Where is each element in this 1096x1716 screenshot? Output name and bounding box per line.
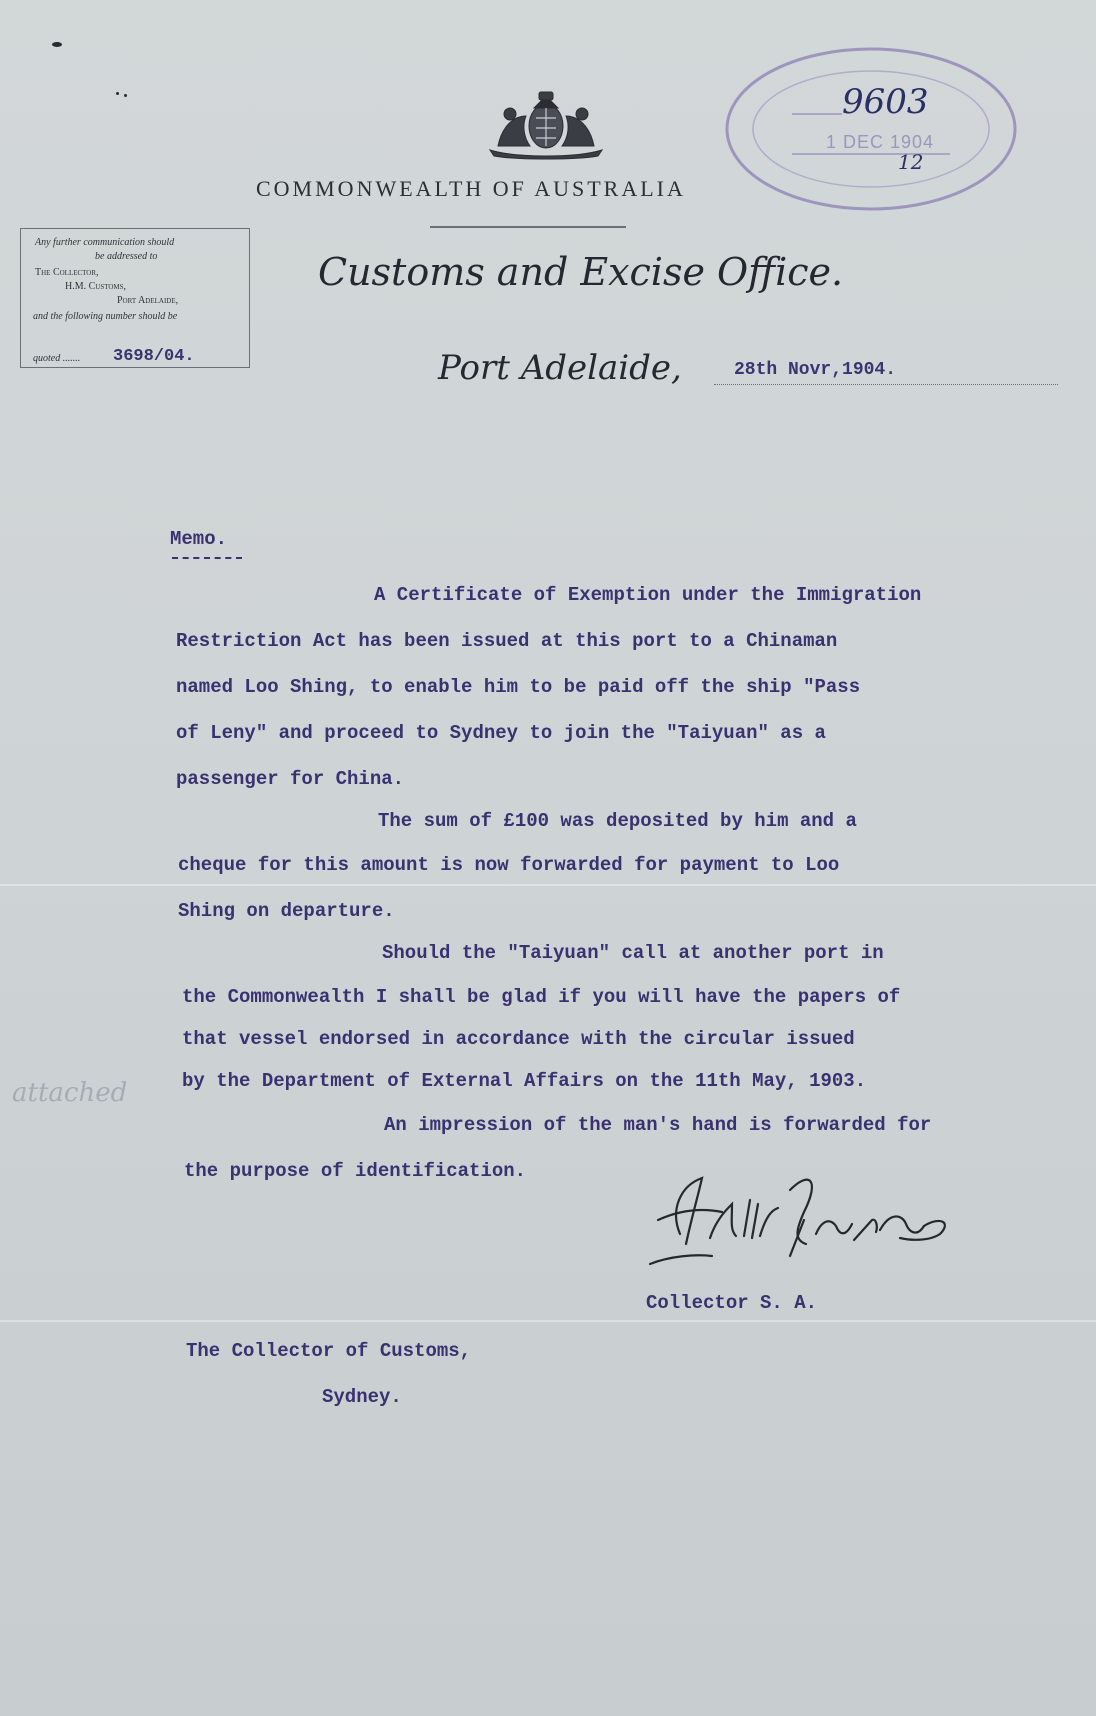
received-stamp <box>722 44 1020 214</box>
office-place: Port Adelaide, <box>438 348 682 388</box>
reference-address: H.M. Customs, <box>65 281 127 292</box>
reference-box <box>20 228 250 368</box>
reference-instruction: and the following number should be <box>33 311 178 322</box>
letterhead-heading: COMMONWEALTH OF AUSTRALIA <box>256 176 686 201</box>
date-rule <box>714 384 1058 385</box>
stamp-received-number: 9603 <box>842 82 929 122</box>
reference-number: 3698/04. <box>113 347 195 366</box>
stamp-sub-number: 12 <box>898 150 924 174</box>
memo-line: by the Department of External Affairs on the 11th May, 1903. <box>182 1070 867 1092</box>
office-title: Customs and Excise Office. <box>318 250 844 294</box>
memo-line: Shing on departure. <box>178 900 395 922</box>
reference-address: Port Adelaide, <box>117 295 179 306</box>
addressee-line: The Collector of Customs, <box>186 1340 472 1362</box>
letter-date: 28th Novr,1904. <box>734 360 897 380</box>
memo-line: of Leny" and proceed to Sydney to join the "Taiyuan" as a <box>176 722 826 744</box>
memo-line: An impression of the man's hand is forwarded for <box>384 1114 932 1136</box>
reference-instruction: Any further communication should <box>35 237 175 248</box>
stamp-date: 1 DEC 1904 <box>826 132 935 152</box>
reference-quoted-label: quoted ....... <box>33 353 81 364</box>
memo-line: the purpose of identification. <box>184 1160 527 1182</box>
memo-line: passenger for China. <box>176 768 405 790</box>
reference-address: The Collector, <box>35 267 99 278</box>
signatory-title: Collector S. A. <box>646 1292 818 1314</box>
ink-mark <box>116 92 119 95</box>
paper-fold <box>0 884 1096 886</box>
memo-line: Restriction Act has been issued at this port to a Chinaman <box>176 630 838 652</box>
signature <box>640 1160 960 1270</box>
paper-fold <box>0 1320 1096 1322</box>
memo-underline <box>172 557 242 559</box>
memo-line: A Certificate of Exemption under the Immigration <box>374 584 922 606</box>
reference-instruction: be addressed to <box>95 251 158 262</box>
margin-note: attached <box>12 1078 128 1108</box>
coat-of-arms-icon <box>486 86 606 160</box>
memo-line: cheque for this amount is now forwarded for payment to Loo <box>178 854 840 876</box>
addressee-line: Sydney. <box>322 1386 402 1408</box>
ink-mark <box>124 94 127 97</box>
memo-heading: Memo. <box>170 528 228 550</box>
ink-mark <box>52 42 62 47</box>
memo-line: the Commonwealth I shall be glad if you will have the papers of <box>182 986 901 1008</box>
memo-line: named Loo Shing, to enable him to be paid off the ship "Pass <box>176 676 861 698</box>
letterhead-divider <box>430 226 626 228</box>
memo-line: that vessel endorsed in accordance with the circular issued <box>182 1028 855 1050</box>
memo-line: Should the "Taiyuan" call at another port in <box>382 942 884 964</box>
memo-line: The sum of £100 was deposited by him and a <box>378 810 857 832</box>
